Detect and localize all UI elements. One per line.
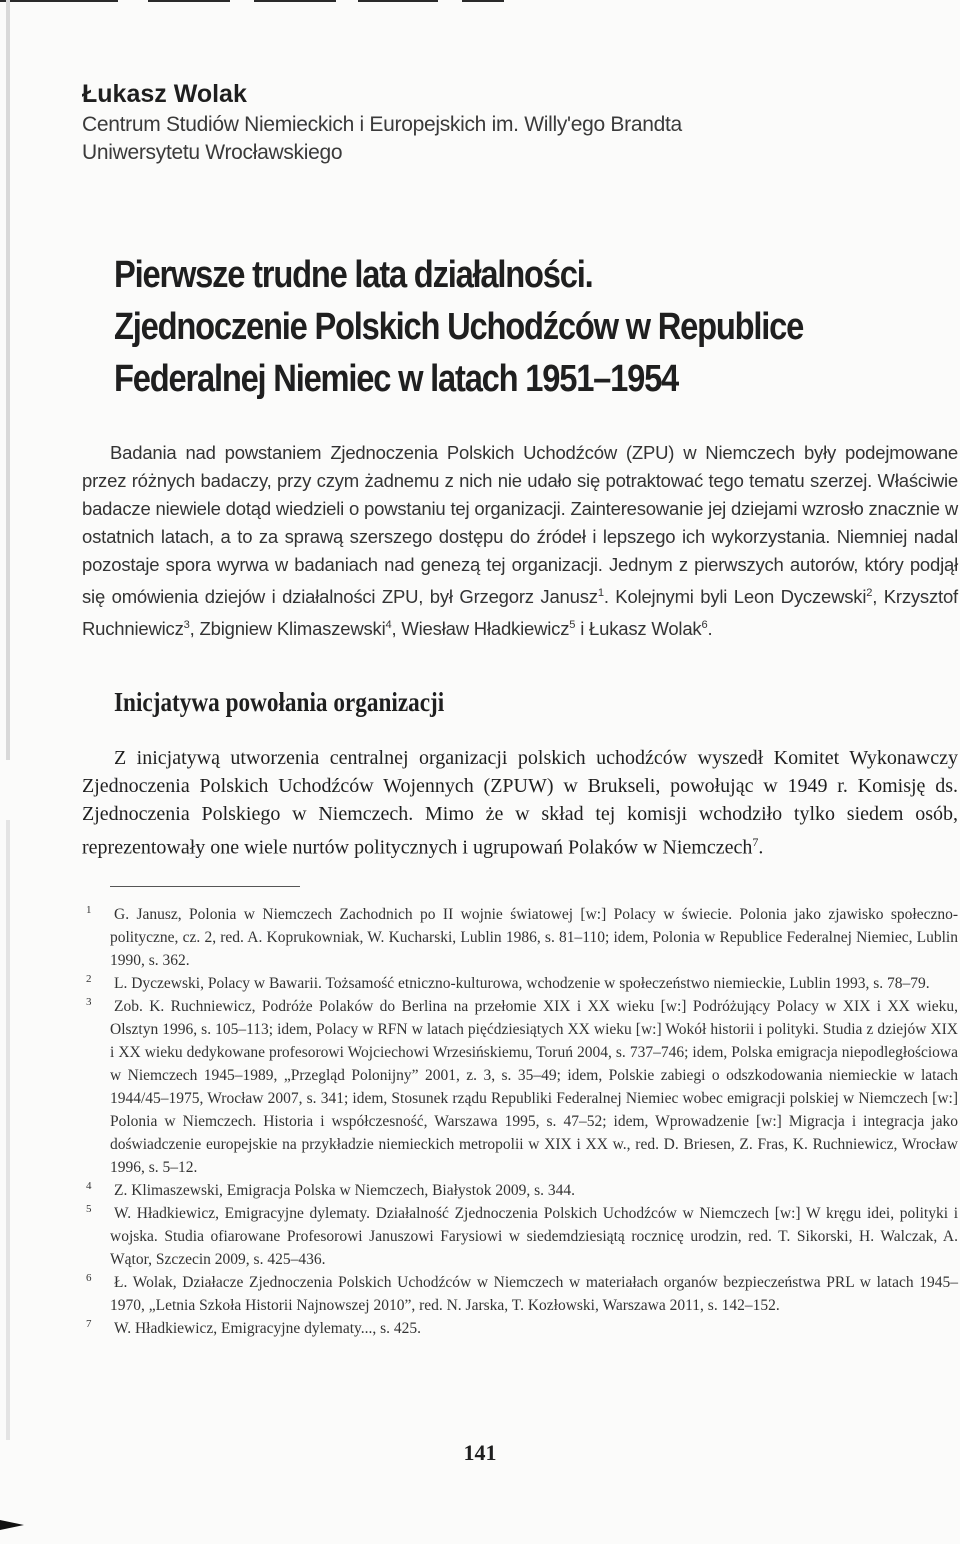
scan-spine-shadow	[6, 0, 10, 760]
footnote: 3 Zob. K. Ruchniewicz, Podróże Polaków do Berlina na przełomie XIX i XX wieku [w:] Podróżujący Polacy w XIX i XX wieku, Olsztyn 1996, s. 105–113; idem, Polacy w RFN w latach pięćdziesiątych XX wieku [w:] Wokół historii i polityki. Studia z dziejów XIX i XX wieku dedykowane profesorowi Wojciechowi Wrzesińskiemu, Toruń 2004, s. 737–746; idem, Polska emigracja niepodległościowa w Niemczech 1945–1989, „Przegląd Polonijny” 2001, z. 3, s. 35–49; idem, Polskie zabiegi o odszkodowania niemieckie w latach 1944/45–1975, Wrocław 2007, s. 341; idem, Stosunek rządu Republiki Federalnej Niemiec wobec emigracji polskiej w Niemczech [w:] Polonia w Niemczech. Historia i współczesność, Warszawa 1995, s. 47–52; idem, Wprowadzenie [w:] Migracja i integracja jako doświadczenie europejskie na przykładzie niemieckich metropolii w XIX i XX w., red. D. Briesen, Z. Fras, K. Ruchniewicz, Wrocław 1996, s. 5–12.	[86, 995, 958, 1176]
author-name: Łukasz Wolak	[82, 80, 247, 108]
abstract-text: .	[707, 618, 713, 640]
page-content	[82, 80, 958, 1340]
corner-arrow-icon	[0, 1518, 24, 1530]
scan-spine-shadow	[6, 820, 10, 1440]
footnote-ref[interactable]: 6	[701, 619, 708, 632]
top-border-line	[148, 0, 230, 2]
abstract-text: . Kolejnymi byli Leon Dyczewski	[603, 586, 867, 608]
abstract-text: Badania nad powstaniem Zjednoczenia Polskich Uchodźców (ZPU) w Niemczech były podejmowane przez różnych badaczy, przy czym żadnemu z nich nie udało się potraktować tego tematu szerzej. Właściwie badacze niewiele dotąd wiedzieli o powstaniu tej organizacji. Zainteresowanie jej dziejami wzrosło znacznie w ostatnich latach, a to za sprawą szerszego dostępu do źródeł i lepszego ich wykorzystania. Niemniej nadal pozostaje spora wyrwa w badaniach nad genezą tej organizacji. Jednym z pierwszych autorów, który podjął się omówienia dziejów i działalności ZPU, był Grzegorz Janusz	[82, 442, 958, 608]
footnote-ref[interactable]: 7	[752, 835, 759, 850]
body-text: .	[758, 836, 764, 859]
footnote-text: G. Janusz, Polonia w Niemczech Zachodnich po II wojnie światowej [w:] Polacy w świecie. Polonia jako zjawisko społeczno-polityczne, cz. 2, red. A. Koprukowniak, W. Kucharski, Lublin 1986, s. 81–110; idem, Polonia w Republice Federalnej Niemiec, Lublin 1990, s. 362.	[110, 905, 958, 969]
title-line: Federalnej Niemiec w latach 1951–1954	[114, 358, 679, 400]
footnote: 4 Z. Klimaszewski, Emigracja Polska w Niemczech, Białystok 2009, s. 344.	[86, 1179, 576, 1199]
section-heading: Inicjatywa powołania organizacji	[114, 687, 445, 718]
body-paragraph	[82, 744, 958, 862]
abstract	[82, 439, 958, 643]
footnote-text: Z. Klimaszewski, Emigracja Polska w Niemczech, Białystok 2009, s. 344.	[114, 1181, 576, 1199]
footnote-text: W. Hładkiewicz, Emigracyjne dylematy. Działalność Zjednoczenia Polskich Uchodźców w Niemczech [w:] W kręgu idei, polityki i wojska. Studia ofiarowane Profesorowi Januszowi Farysiowi w siedemdziesiątą rocznicę urodzin, red. T. Sikorski, H. Walczak, A. Wątor, Szczecin 2009, s. 425–436.	[110, 1204, 958, 1268]
abstract-text: i Łukasz Wolak	[575, 618, 702, 640]
title-line: Pierwsze trudne lata działalności.	[114, 254, 593, 296]
page-number: 141	[463, 1440, 497, 1465]
footnote-ref[interactable]: 1	[597, 587, 604, 599]
affiliation-line: Centrum Studiów Niemieckich i Europejskich im. Willy'ego Brandta	[82, 113, 682, 136]
top-border-line	[0, 0, 118, 2]
footnote-text: Ł. Wolak, Działacze Zjednoczenia Polskich Uchodźców w Niemczech w materiałach organów bezpieczeństwa PRL w latach 1945–1970, „Letnia Szkoła Historii Najnowszej 2010”, red. N. Jarska, T. Kozłowski, Warszawa 2011, s. 142–152.	[110, 1273, 958, 1314]
footnote-ref[interactable]: 2	[866, 587, 873, 599]
footnote-ref[interactable]: 5	[569, 619, 576, 632]
abstract-text: , Krzysztof Ruchniewicz	[82, 586, 958, 640]
footnote-text: Zob. K. Ruchniewicz, Podróże Polaków do Berlina na przełomie XIX i XX wieku [w:] Podróżujący Polacy w XIX i XX wieku, Olsztyn 1996, s. 105–113; idem, Polacy w RFN w latach pięćdziesiątych XX wieku [w:] Wokół historii i polityki. Studia z dziejów XIX i XX wieku dedykowane profesorowi Wojciechowi Wrzesińskiemu, Toruń 2004, s. 737–746; idem, Polska emigracja niepodległościowa w Niemczech 1945–1989, „Przegląd Polonijny” 2001, z. 3, s. 35–49; idem, Polskie zabiegi o odszkodowania niemieckie w latach 1944/45–1975, Wrocław 2007, s. 341; idem, Stosunek rządu Republiki Federalnej Niemiec wobec emigracji polskiej w Niemczech [w:] Polonia w Niemczech. Historia i współczesność, Warszawa 1995, s. 47–52; idem, Wprowadzenie [w:] Migracja i integracja jako doświadczenie europejskie na przykładzie niemieckich metropolii w XIX i XX w., red. D. Briesen, Z. Fras, K. Ruchniewicz, Wrocław 1996, s. 5–12.	[110, 997, 958, 1176]
footnote-text: L. Dyczewski, Polacy w Bawarii. Tożsamość etniczno-kulturowa, wchodzenie w społeczeństwo niemieckie, Lublin 1993, s. 78–79.	[114, 974, 930, 992]
footnote: 7 W. Hładkiewicz, Emigracyjne dylematy..., s. 425.	[86, 1317, 422, 1337]
footnote-ref[interactable]: 4	[385, 619, 392, 632]
abstract-paragraph	[82, 439, 958, 643]
article-title	[114, 249, 914, 405]
top-border-line	[358, 0, 438, 2]
top-border-line	[462, 0, 504, 2]
footnote: 1 G. Janusz, Polonia w Niemczech Zachodnich po II wojnie światowej [w:] Polacy w świecie. Polonia jako zjawisko społeczno-polityczne, cz. 2, red. A. Koprukowniak, W. Kucharski, Lublin 1986, s. 81–110; idem, Polonia w Republice Federalnej Niemiec, Lublin 1990, s. 362.	[86, 903, 958, 969]
affiliation-line: Uniwersytetu Wrocławskiego	[82, 141, 343, 164]
footnote-text: W. Hładkiewicz, Emigracyjne dylematy..., s. 425.	[114, 1319, 422, 1337]
abstract-text: , Wiesław Hładkiewicz	[391, 618, 570, 640]
footnote: 6 Ł. Wolak, Działacze Zjednoczenia Polskich Uchodźców w Niemczech w materiałach organów bezpieczeństwa PRL w latach 1945–1970, „Letnia Szkoła Historii Najnowszej 2010”, red. N. Jarska, T. Kozłowski, Warszawa 2011, s. 142–152.	[86, 1271, 958, 1314]
footnote-ref[interactable]: 3	[183, 619, 190, 632]
footnotes	[82, 903, 958, 1340]
body-text: Z inicjatywą utworzenia centralnej organizacji polskich uchodźców wyszedł Komitet Wykonawczy Zjednoczenia Polskich Uchodźców Wojennych (ZPUW) w Brukseli, powołując w 1949 r. Komisję ds. Zjednoczenia Polskiego w Niemczech. Mimo że w skład tej komisji wchodziło tylko siedem osób, reprezentowały one wiele nurtów politycznych i ugrupowań Polaków w Niemczech	[82, 747, 958, 859]
abstract-text: , Zbigniew Klimaszewski	[189, 618, 386, 640]
top-border-line	[254, 0, 336, 2]
footnote: 5 W. Hładkiewicz, Emigracyjne dylematy. Działalność Zjednoczenia Polskich Uchodźców w Niemczech [w:] W kręgu idei, polityki i wojska. Studia ofiarowane Profesorowi Januszowi Farysiowi w siedemdziesiątą rocznicę urodzin, red. T. Sikorski, H. Walczak, A. Wątor, Szczecin 2009, s. 425–436.	[86, 1202, 958, 1268]
footnote: 2 L. Dyczewski, Polacy w Bawarii. Tożsamość etniczno-kulturowa, wchodzenie w społeczeństwo niemieckie, Lublin 1993, s. 78–79.	[86, 972, 930, 992]
footnote-separator	[110, 886, 300, 887]
section-body	[82, 744, 958, 862]
title-line: Zjednoczenie Polskich Uchodźców w Republice	[114, 306, 804, 348]
